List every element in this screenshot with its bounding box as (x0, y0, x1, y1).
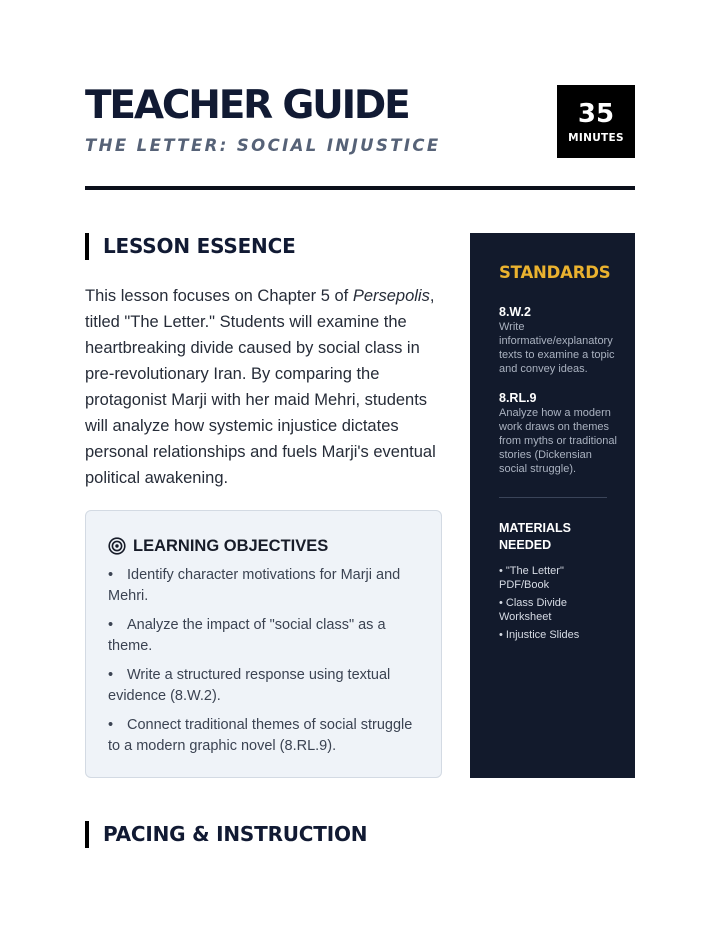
standard-description: Write informative/explanatory texts to examine a topic and convey ideas. (499, 321, 615, 375)
duration-badge (557, 85, 635, 158)
learning-objectives-box (85, 510, 442, 778)
objective-item (108, 565, 421, 607)
objective-text: Analyze the impact of "social class" as a theme. (108, 617, 386, 654)
material-item: • "The Letter" PDF/Book (499, 565, 564, 591)
bullet-icon: • (108, 717, 114, 733)
bullet-icon: • (108, 617, 114, 633)
sidebar-divider (499, 497, 607, 498)
materials-title: MATERIALS NEEDED (499, 521, 571, 552)
objective-item (108, 715, 421, 757)
learning-objectives-title: LEARNING OBJECTIVES (133, 536, 329, 555)
page-header (85, 84, 635, 190)
essence-text-after: , titled "The Letter." Students will examine the heartbreaking divide caused by social class in pre-revolutionary Iran. By comparing the protagonist Marji with her maid Mehri, students will analyze how systemic injustice dictates personal relationships and fuels Marji's eventual political awakening. (85, 287, 436, 487)
standards-title: STANDARDS (499, 263, 611, 282)
objective-item (108, 665, 421, 707)
objectives-list (108, 565, 421, 757)
duration-unit: MINUTES (568, 132, 624, 144)
essence-text-before: This lesson focuses on Chapter 5 of (85, 287, 353, 305)
standard-item (499, 304, 617, 376)
pacing-heading: PACING & INSTRUCTION (85, 821, 367, 848)
target-icon (108, 537, 126, 555)
duration-value: 35 (577, 99, 615, 129)
standard-code: 8.RL.9 (499, 391, 537, 405)
standard-description: Analyze how a modern work draws on themes from myths or traditional stories (Dickensian social struggle). (499, 407, 617, 475)
book-title: Persepolis (352, 287, 430, 305)
material-item: • Class Divide Worksheet (499, 597, 568, 623)
objective-text: Write a structured response using textual evidence (8.W.2). (108, 667, 391, 704)
material-item: • Injustice Slides (499, 629, 580, 641)
bullet-icon: • (108, 567, 114, 583)
lesson-essence-heading: LESSON ESSENCE (85, 233, 296, 260)
standard-item (499, 390, 617, 476)
materials-list (499, 564, 617, 642)
objective-text: Identify character motivations for Marji and Mehri. (108, 567, 401, 604)
bullet-icon: • (108, 667, 114, 683)
standards-sidebar (470, 233, 635, 778)
page-subtitle: THE LETTER: SOCIAL INJUSTICE (85, 136, 441, 155)
page-title: TEACHER GUIDE (85, 83, 409, 128)
objective-text: Connect traditional themes of social struggle to a modern graphic novel (8.RL.9). (108, 717, 413, 754)
objective-item (108, 615, 421, 657)
standard-code: 8.W.2 (499, 305, 531, 319)
lesson-essence-text (85, 283, 445, 491)
learning-objectives-heading (108, 535, 421, 557)
